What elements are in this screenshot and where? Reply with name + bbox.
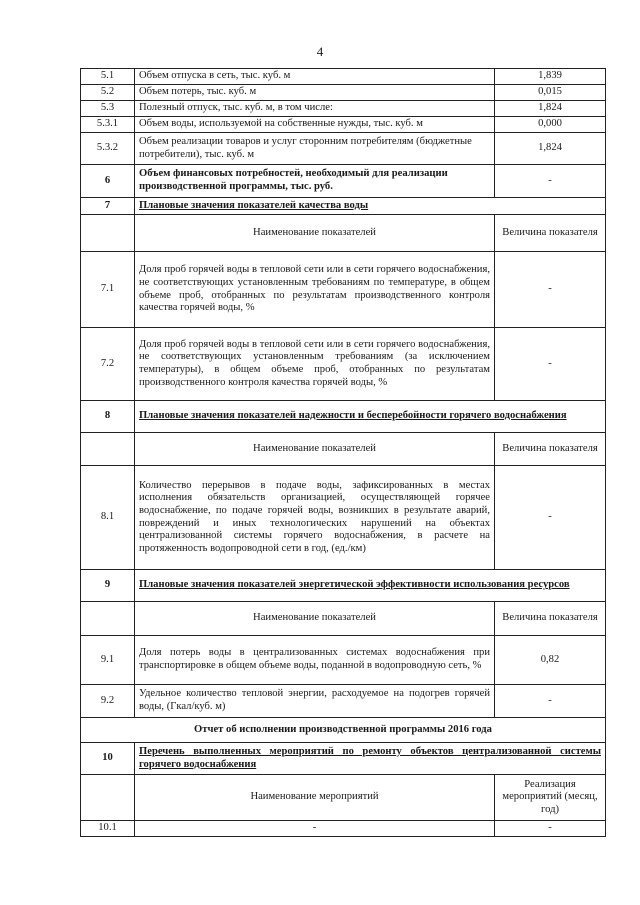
row-number: 9.2 — [81, 685, 135, 718]
section-header — [81, 401, 606, 433]
row-number: 8.1 — [81, 466, 135, 570]
row-name: Объем воды, используемой на собственные нужды, тыс. куб. м — [135, 117, 495, 133]
row-value: - — [495, 821, 606, 837]
row-name: - — [135, 821, 495, 837]
table-row — [81, 101, 606, 117]
column-header-row — [81, 775, 606, 821]
section-title: Плановые значения показателей энергетической эффективности использования ресурсов — [135, 570, 606, 602]
row-number: 7.1 — [81, 252, 135, 328]
column-header-name: Наименование показателей — [135, 433, 495, 466]
row-number: 5.1 — [81, 69, 135, 85]
column-header-row — [81, 602, 606, 636]
section-title: Плановые значения показателей надежности и бесперебойности горячего водоснабжения — [135, 401, 606, 433]
row-value: - — [495, 252, 606, 328]
table-row — [81, 685, 606, 718]
row-number: 10.1 — [81, 821, 135, 837]
row-number: 7.2 — [81, 328, 135, 401]
column-header-row — [81, 433, 606, 466]
table-row — [81, 133, 606, 165]
column-header-value: Величина показателя — [495, 602, 606, 636]
section-row — [81, 165, 606, 198]
row-number: 5.3.2 — [81, 133, 135, 165]
row-number: 5.2 — [81, 85, 135, 101]
empty-cell — [81, 433, 135, 466]
row-value: 1,839 — [495, 69, 606, 85]
section-title: Перечень выполненных мероприятий по ремонту объектов централизованной системы горячего водоснабжения — [135, 743, 606, 775]
empty-cell — [81, 215, 135, 252]
section-number: 6 — [81, 165, 135, 198]
column-header-name: Наименование мероприятий — [135, 775, 495, 821]
section-number: 10 — [81, 743, 135, 775]
row-value: 0,82 — [495, 636, 606, 685]
column-header-name: Наименование показателей — [135, 602, 495, 636]
row-value: 0,015 — [495, 85, 606, 101]
row-value: - — [495, 328, 606, 401]
section-value: - — [495, 165, 606, 198]
table-row — [81, 466, 606, 570]
table-row — [81, 117, 606, 133]
report-title: Отчет об исполнении производственной программы 2016 года — [81, 718, 606, 743]
row-number: 5.3 — [81, 101, 135, 117]
row-name: Количество перерывов в подаче воды, зафиксированных в местах исполнения обязательств организацией, осуществляющей горячее водоснабжение, по подаче горячей воды, возникших в результате аварий, повреждений и иных технологических нарушений на объектах централизованной системы горячего водоснабжения, в расчете на протяженность водопроводной сети в год, (ед./км) — [135, 466, 495, 570]
column-header-value: Реализация мероприятий (месяц, год) — [495, 775, 606, 821]
table-row — [81, 69, 606, 85]
row-name: Объем отпуска в сеть, тыс. куб. м — [135, 69, 495, 85]
section-header — [81, 743, 606, 775]
row-value: 1,824 — [495, 133, 606, 165]
section-header — [81, 570, 606, 602]
table-row — [81, 85, 606, 101]
section-number: 9 — [81, 570, 135, 602]
row-name: Полезный отпуск, тыс. куб. м, в том числе: — [135, 101, 495, 117]
section-number: 8 — [81, 401, 135, 433]
program-table — [80, 68, 606, 837]
row-value: 0,000 — [495, 117, 606, 133]
empty-cell — [81, 775, 135, 821]
row-value: - — [495, 685, 606, 718]
section-header — [81, 198, 606, 215]
column-header-row — [81, 215, 606, 252]
table-row — [81, 821, 606, 837]
section-title: Объем финансовых потребностей, необходимый для реализации производственной программы, тыс. руб. — [135, 165, 495, 198]
row-number: 5.3.1 — [81, 117, 135, 133]
section-title: Плановые значения показателей качества воды — [135, 198, 606, 215]
row-value: - — [495, 466, 606, 570]
row-number: 9.1 — [81, 636, 135, 685]
row-name: Объем реализации товаров и услуг сторонним потребителям (бюджетные потребители), тыс. куб. м — [135, 133, 495, 165]
row-name: Доля потерь воды в централизованных системах водоснабжения при транспортировке в общем объеме воды, поданной в водопроводную сеть, % — [135, 636, 495, 685]
column-header-value: Величина показателя — [495, 433, 606, 466]
page-number: 4 — [316, 44, 324, 59]
table-row — [81, 328, 606, 401]
section-number: 7 — [81, 198, 135, 215]
table-row — [81, 252, 606, 328]
row-name: Удельное количество тепловой энергии, расходуемое на подогрев горячей воды, (Гкал/куб. м) — [135, 685, 495, 718]
empty-cell — [81, 602, 135, 636]
column-header-value: Величина показателя — [495, 215, 606, 252]
row-name: Доля проб горячей воды в тепловой сети или в сети горячего водоснабжения, не соответствующих установленным требованиям по температуре, в общем объеме проб, отобранных по результатам производственного контроля качества горячей воды, % — [135, 252, 495, 328]
report-title-row — [81, 718, 606, 743]
column-header-name: Наименование показателей — [135, 215, 495, 252]
row-name: Доля проб горячей воды в тепловой сети или в сети горячего водоснабжения, не соответствующих установленным требованиям (за исключением температуры), в общем объеме проб, отобранных по результатам производственного контроля качества горячей воды, % — [135, 328, 495, 401]
row-value: 1,824 — [495, 101, 606, 117]
row-name: Объем потерь, тыс. куб. м — [135, 85, 495, 101]
table-row — [81, 636, 606, 685]
